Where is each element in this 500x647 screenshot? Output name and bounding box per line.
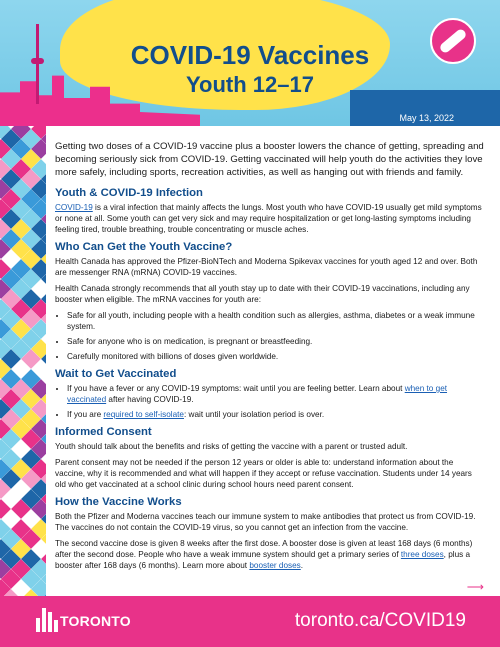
logo-bar — [36, 618, 40, 632]
publication-date: May 13, 2022 — [399, 113, 454, 123]
toronto-logo-icon — [36, 608, 58, 632]
eligibility-paragraph-1: Health Canada has approved the Pfizer-BioNTech and Moderna Spikevax vaccines for youth aged 12 and over. Both are messenger RNA (mRNA) COVID-19 vaccines. — [55, 257, 478, 277]
decorative-mosaic — [0, 126, 46, 596]
next-page-arrow-icon[interactable]: ⟶ — [466, 580, 484, 594]
how-text-b: , plus a booster after 168 days (6 months). Learn more about — [55, 550, 471, 570]
section-heading-eligibility: Who Can Get the Youth Vaccine? — [55, 241, 233, 253]
page-subtitle: Youth 12–17 — [186, 72, 314, 97]
page-title: COVID-19 Vaccines — [130, 40, 370, 70]
section-heading-wait: Wait to Get Vaccinated — [55, 368, 177, 380]
consent-paragraph-1: Youth should talk about the benefits and risks of getting the vaccine with a parent or trusted adult. — [55, 442, 408, 451]
footer-url-link[interactable]: toronto.ca/COVID19 — [294, 610, 466, 631]
section-heading-infection: Youth & COVID-19 Infection — [55, 187, 203, 199]
covid19-link[interactable]: COVID-19 — [55, 203, 93, 212]
three-doses-link[interactable]: three doses — [400, 550, 444, 559]
header-banner — [0, 0, 500, 126]
bandage-icon — [430, 18, 476, 64]
footer-banner — [0, 596, 500, 647]
booster-doses-link[interactable]: booster doses — [249, 561, 301, 570]
list-item: • Carefully monitored with billions of doses given worldwide. — [67, 351, 485, 362]
list-item — [67, 409, 485, 420]
logo-bar — [48, 612, 52, 632]
section-heading-how-it-works: How the Vaccine Works — [55, 496, 182, 508]
list-item — [67, 383, 485, 405]
wait-text-2b: : wait until your isolation period is over. — [183, 410, 325, 419]
when-to-get-vaccinated-link[interactable]: when to get vaccinated — [67, 384, 448, 404]
how-text-a: The second vaccine dose is given 8 weeks after the first dose. A booster dose is given at least 168 days (6 months) after the second dose. People who have a weak immune system should get a primary series of — [55, 539, 473, 559]
eligibility-paragraph-2: Health Canada strongly recommends that all youth stay up to date with their COVID-19 vaccinations, including any booster when eligible. The mRNA vaccines for youth are: — [55, 284, 470, 304]
section-heading-consent: Informed Consent — [55, 426, 152, 438]
eligibility-list — [55, 310, 485, 362]
list-item: • Safe for all youth, including people with a health condition such as allergies, asthma, diabetes or a weak immune system. — [67, 310, 485, 332]
infection-paragraph — [55, 202, 485, 235]
how-paragraph-2 — [55, 538, 485, 571]
how-text-c: . — [300, 561, 304, 570]
consent-paragraph-2: Parent consent may not be needed if the person 12 years or older is able to: understand information about the vaccine, why it is recommended and what will happen if they accept or refuse vaccination. Students under 14 years old who get vaccinated at a school clinic during school hours need parent consent. — [55, 458, 472, 489]
wait-text-2: If you are — [67, 410, 104, 419]
toronto-logo-text: TORONTO — [60, 613, 131, 629]
intro-paragraph: Getting two doses of a COVID-19 vaccine plus a booster lowers the chance of getting, spreading and becoming seriously sick from COVID-19. Getting vaccinated will help youth do the activities they love more safely, including sports, recreation activities, as well as hanging out with friends and family. — [55, 141, 484, 178]
logo-bar — [42, 608, 46, 632]
how-paragraph-1: Both the Pfizer and Moderna vaccines teach our immune system to make antibodies that protect us from COVID-19. The vaccines do not contain the COVID-19 virus, so you cannot get an infection from the vaccine. — [55, 512, 476, 532]
wait-list — [55, 383, 485, 420]
wait-text-1b: after having COVID-19. — [106, 395, 194, 404]
list-item: • Safe for anyone who is on medication, is pregnant or breastfeeding. — [67, 336, 485, 347]
wait-text-1: If you have a fever or any COVID-19 symptoms: wait until you are feeling better. Learn about — [67, 384, 405, 393]
infection-text: is a viral infection that mainly affects the lungs. Most youth who have COVID-19 usually get mild symptoms or none at all. Some youth can get very sick and may require hospitalization or get long-lasting symptoms including feeling tired, trouble breathing, trouble concentrating or muscle aches. — [55, 203, 482, 234]
self-isolate-link[interactable]: required to self-isolate — [103, 410, 184, 419]
logo-bar — [54, 620, 58, 632]
bandage-strip — [438, 28, 467, 55]
main-content — [55, 140, 485, 576]
